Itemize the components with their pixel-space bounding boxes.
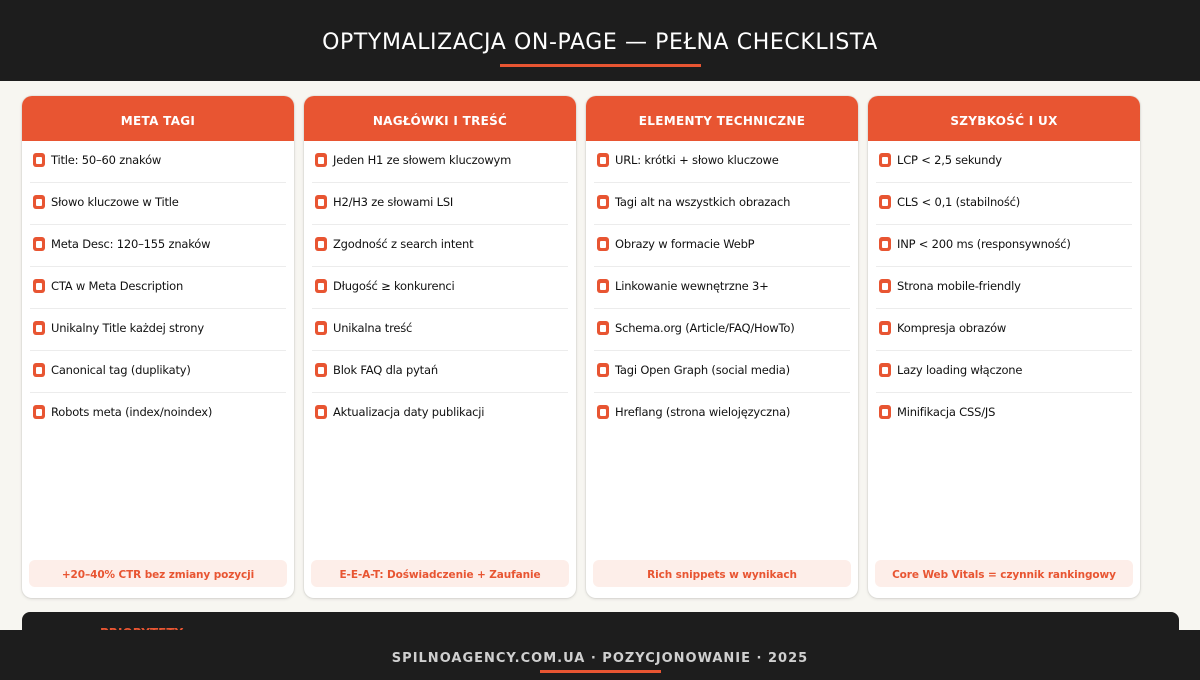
checklist-item bbox=[876, 309, 1132, 351]
checklist-item-label: Aktualizacja daty publikacji bbox=[333, 405, 485, 419]
footer-text: SPILNOAGENCY.COM.UA · POZYCJONOWANIE · 2025 bbox=[391, 651, 809, 666]
lock-icon bbox=[879, 405, 891, 419]
checklist-item bbox=[594, 183, 850, 225]
checklist-item bbox=[30, 393, 286, 434]
footer-underline bbox=[540, 670, 661, 673]
checklist-item-label: Zgodność z search intent bbox=[333, 237, 474, 251]
checklist-item bbox=[312, 351, 568, 393]
checklist-item bbox=[594, 225, 850, 267]
lock-icon bbox=[33, 405, 45, 419]
card-technical-elements bbox=[586, 96, 858, 598]
lock-icon bbox=[879, 237, 891, 251]
card-headings-content bbox=[304, 96, 576, 598]
checklist-item-label: Obrazy w formacie WebP bbox=[615, 237, 755, 251]
card-title: META TAGI bbox=[22, 96, 294, 141]
card-title: SZYBKOŚĆ I UX bbox=[868, 96, 1140, 141]
checklist-item bbox=[594, 393, 850, 434]
lock-icon bbox=[33, 321, 45, 335]
title-underline bbox=[500, 64, 701, 67]
checklist-item-label: URL: krótki + słowo kluczowe bbox=[615, 153, 779, 167]
checklist-item bbox=[30, 225, 286, 267]
checklist-item-label: Unikalny Title każdej strony bbox=[51, 321, 204, 335]
checklist-item bbox=[876, 351, 1132, 393]
card-meta-tags bbox=[22, 96, 294, 598]
lock-icon bbox=[597, 153, 609, 167]
checklist-item-label: Tagi alt na wszystkich obrazach bbox=[615, 195, 791, 209]
checklist-item bbox=[30, 141, 286, 183]
checklist-item-label: Kompresja obrazów bbox=[897, 321, 1007, 335]
checklist-item bbox=[594, 267, 850, 309]
lock-icon bbox=[879, 363, 891, 377]
lock-icon bbox=[33, 153, 45, 167]
checklist-item bbox=[876, 225, 1132, 267]
checklist-item-label: Canonical tag (duplikaty) bbox=[51, 363, 191, 377]
checklist-item bbox=[876, 183, 1132, 225]
checklist-item-label: Hreflang (strona wielojęzyczna) bbox=[615, 405, 791, 419]
checklist-item-label: Minifikacja CSS/JS bbox=[897, 405, 996, 419]
checklist-item-label: Słowo kluczowe w Title bbox=[51, 195, 179, 209]
checklist-item-label: Lazy loading włączone bbox=[897, 363, 1023, 377]
checklist bbox=[868, 141, 1140, 434]
checklist-item-label: Tagi Open Graph (social media) bbox=[615, 363, 790, 377]
checklist-item bbox=[876, 393, 1132, 434]
lock-icon bbox=[33, 195, 45, 209]
checklist-item-label: Meta Desc: 120–155 znaków bbox=[51, 237, 211, 251]
checklist-item bbox=[312, 309, 568, 351]
card-footer-note: Rich snippets w wynikach bbox=[593, 560, 851, 587]
checklist-item bbox=[594, 309, 850, 351]
card-title: ELEMENTY TECHNICZNE bbox=[586, 96, 858, 141]
lock-icon bbox=[315, 153, 327, 167]
checklist-item bbox=[876, 141, 1132, 183]
checklist-item-label: Strona mobile-friendly bbox=[897, 279, 1021, 293]
checklist-item-label: LCP < 2,5 sekundy bbox=[897, 153, 1002, 167]
checklist-item bbox=[30, 309, 286, 351]
checklist-item-label: INP < 200 ms (responsywność) bbox=[897, 237, 1071, 251]
checklist-item-label: Długość ≥ konkurenci bbox=[333, 279, 455, 293]
lock-icon bbox=[315, 237, 327, 251]
checklist-item-label: Schema.org (Article/FAQ/HowTo) bbox=[615, 321, 795, 335]
lock-icon bbox=[597, 405, 609, 419]
lock-icon bbox=[33, 363, 45, 377]
lock-icon bbox=[315, 279, 327, 293]
checklist-item-label: Unikalna treść bbox=[333, 321, 413, 335]
card-footer-note: E-E-A-T: Doświadczenie + Zaufanie bbox=[311, 560, 569, 587]
checklist-item bbox=[312, 393, 568, 434]
checklist-item bbox=[30, 267, 286, 309]
checklist-item bbox=[30, 183, 286, 225]
checklist-item-label: Blok FAQ dla pytań bbox=[333, 363, 438, 377]
checklist-item bbox=[594, 141, 850, 183]
lock-icon bbox=[597, 279, 609, 293]
lock-icon bbox=[33, 279, 45, 293]
lock-icon bbox=[597, 195, 609, 209]
lock-icon bbox=[315, 321, 327, 335]
lock-icon bbox=[597, 321, 609, 335]
card-speed-ux bbox=[868, 96, 1140, 598]
page-title: OPTYMALIZACJA ON-PAGE — PEŁNA CHECKLISTA bbox=[322, 30, 878, 55]
lock-icon bbox=[315, 363, 327, 377]
lock-icon bbox=[879, 321, 891, 335]
lock-icon bbox=[597, 237, 609, 251]
checklist-item-label: CLS < 0,1 (stabilność) bbox=[897, 195, 1021, 209]
lock-icon bbox=[315, 195, 327, 209]
checklist-item bbox=[312, 267, 568, 309]
checklist-item bbox=[30, 351, 286, 393]
checklist bbox=[22, 141, 294, 434]
checklist-item bbox=[312, 183, 568, 225]
checklist bbox=[586, 141, 858, 434]
checklist-item bbox=[312, 225, 568, 267]
checklist-item-label: CTA w Meta Description bbox=[51, 279, 184, 293]
checklist-item bbox=[876, 267, 1132, 309]
checklist bbox=[304, 141, 576, 434]
lock-icon bbox=[879, 195, 891, 209]
card-footer-note: Core Web Vitals = czynnik rankingowy bbox=[875, 560, 1133, 587]
checklist-item-label: Linkowanie wewnętrzne 3+ bbox=[615, 279, 769, 293]
card-title: NAGŁÓWKI I TREŚĆ bbox=[304, 96, 576, 141]
card-footer-note: +20–40% CTR bez zmiany pozycji bbox=[29, 560, 287, 587]
lock-icon bbox=[597, 363, 609, 377]
checklist-item bbox=[594, 351, 850, 393]
checklist-item bbox=[312, 141, 568, 183]
lock-icon bbox=[33, 237, 45, 251]
checklist-item-label: Title: 50–60 znaków bbox=[51, 153, 162, 167]
lock-icon bbox=[879, 279, 891, 293]
checklist-item-label: Jeden H1 ze słowem kluczowym bbox=[333, 153, 512, 167]
lock-icon bbox=[879, 153, 891, 167]
lock-icon bbox=[315, 405, 327, 419]
checklist-item-label: Robots meta (index/noindex) bbox=[51, 405, 213, 419]
checklist-item-label: H2/H3 ze słowami LSI bbox=[333, 195, 454, 209]
